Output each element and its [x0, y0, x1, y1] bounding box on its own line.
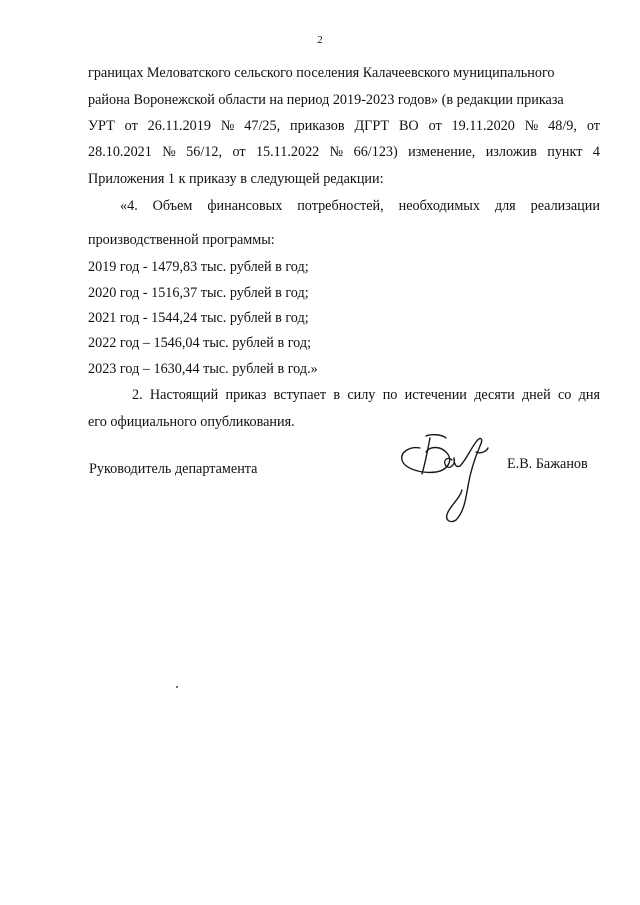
word: №	[524, 118, 539, 134]
word: УРТ	[88, 118, 115, 134]
scan-artifact	[176, 686, 178, 688]
page-number: 2	[317, 34, 323, 46]
word: необходимых	[398, 198, 480, 214]
word: реализации	[530, 198, 600, 214]
word: Настоящий	[149, 387, 219, 403]
body-line: 2023 год – 1630,44 тыс. рублей в год.»	[88, 361, 318, 377]
word: №	[329, 144, 344, 160]
word: 26.11.2019	[147, 118, 211, 134]
word: Объем	[152, 198, 193, 214]
word: финансовых	[207, 198, 283, 214]
body-line: района Воронежской области на период 2019-2023 годов» (в редакции приказа	[88, 92, 564, 108]
word: от	[124, 118, 138, 134]
word: пункт	[547, 144, 583, 160]
word: 47/25,	[244, 118, 281, 134]
body-line: Приложения 1 к приказу в следующей редакции:	[88, 171, 384, 187]
word: дня	[578, 387, 600, 403]
word: 4	[592, 144, 600, 160]
word: вступает	[273, 387, 327, 403]
body-line-justified	[120, 198, 600, 215]
body-line: 2022 год – 1546,04 тыс. рублей в год;	[88, 335, 312, 351]
word: от	[232, 144, 246, 160]
word: 56/12,	[186, 144, 223, 160]
word: изложив	[485, 144, 537, 160]
body-line: границах Меловатского сельского поселения Калачеевского муниципального	[88, 65, 555, 81]
word: для	[494, 198, 516, 214]
body-line-justified	[88, 118, 600, 135]
word: 66/123)	[353, 144, 398, 160]
word: 28.10.2021	[88, 144, 152, 160]
position-title: Руководитель департамента	[89, 461, 258, 477]
word: десяти	[474, 387, 515, 403]
word: от	[586, 118, 600, 134]
word: приказ	[225, 387, 267, 403]
word: 15.11.2022	[255, 144, 320, 160]
word: «4.	[120, 198, 138, 214]
body-line: его официального опубликования.	[88, 414, 295, 430]
word: приказов	[290, 118, 345, 134]
signatory-name: Е.В. Бажанов	[507, 456, 588, 472]
word: 2.	[132, 387, 143, 403]
word: дней	[521, 387, 551, 403]
word: 19.11.2020	[451, 118, 515, 134]
word: ВО	[398, 118, 419, 134]
body-line: 2019 год - 1479,83 тыс. рублей в год;	[88, 259, 309, 275]
word: истечении	[404, 387, 467, 403]
word: со	[557, 387, 572, 403]
body-line: производственной программы:	[88, 232, 275, 248]
word: силу	[347, 387, 376, 403]
word: изменение,	[408, 144, 476, 160]
handwritten-signature-icon	[396, 430, 506, 525]
word: от	[428, 118, 442, 134]
word: ДГРТ	[354, 118, 390, 134]
word: в	[333, 387, 341, 403]
word: №	[220, 118, 235, 134]
word: по	[382, 387, 398, 403]
body-line: 2020 год - 1516,37 тыс. рублей в год;	[88, 285, 309, 301]
body-line-justified	[132, 387, 600, 404]
word: №	[162, 144, 176, 160]
body-line: 2021 год - 1544,24 тыс. рублей в год;	[88, 310, 309, 326]
word: потребностей,	[297, 198, 384, 214]
body-line-justified	[88, 144, 600, 161]
word: 48/9,	[548, 118, 577, 134]
